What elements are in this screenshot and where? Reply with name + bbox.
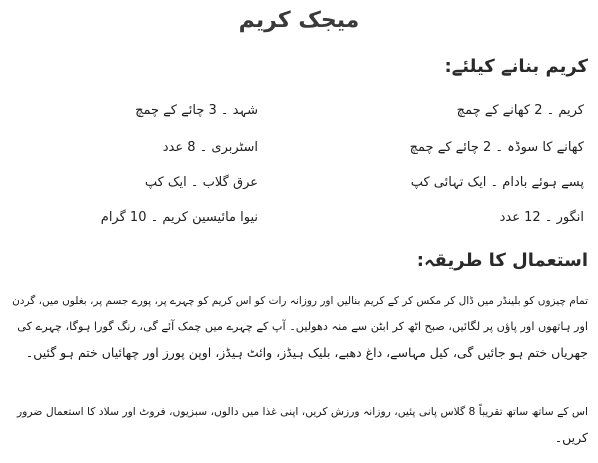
method-line: کریں۔ (554, 430, 588, 445)
ingredient-item: کھانے کا سوڈہ ۔ 2 چائے کے چمچ (409, 140, 584, 155)
ingredient-item: انگور ۔ 12 عدد (499, 210, 584, 225)
ingredients-heading: کریم بنانے کیلئے: (444, 56, 588, 77)
ingredient-item: شہد ۔ 3 چائے کے چمچ (135, 103, 258, 118)
ingredient-item: کریم ۔ 2 کھانے کے چمچ (456, 103, 584, 118)
method-line: تمام چیزوں کو بلینڈر میں ڈال کر مکس کر کے کریم بنالیں اور روزانہ رات کو اس کریم کو چہرے پر، پورے جسم پر، بغلوں میں، گردن (12, 295, 588, 307)
method-line: جھریاں ختم ہو جائیں گی، کیل مہاسے، داغ دھبے، بلیک ہیڈز، وائٹ ہیڈز، اوپن پورز اور چھائیاں ختم ہو گئیں۔ (25, 345, 588, 360)
page-title: میجک کریم (238, 8, 360, 33)
method-line: اور ہاتھوں اور پاؤں پر لگائیں، صبح اٹھ کر ابٹن سے منہ دھولیں۔ آپ کے چہرے میں چمک آئے گی، رنگ گورا ہوگا، چہرے کی (17, 320, 588, 333)
method-heading: استعمال کا طریقہ: (416, 250, 588, 271)
ingredient-item: عرق گلاب ۔ ایک کپ (144, 175, 258, 190)
method-line: اس کے ساتھ ساتھ تقریباً 8 گلاس پانی پئیں، روزانہ ورزش کریں، اپنی غذا میں دالوں، سبزیوں، فروٹ اور سلاد کا استعمال ضرور (16, 405, 588, 418)
ingredient-item: پسے ہوئے بادام ۔ ایک تہائی کپ (410, 175, 584, 190)
ingredient-item: اسٹربری ۔ 8 عدد (162, 140, 258, 155)
ingredient-item: نیوا مائیسین کریم ۔ 10 گرام (100, 210, 258, 225)
